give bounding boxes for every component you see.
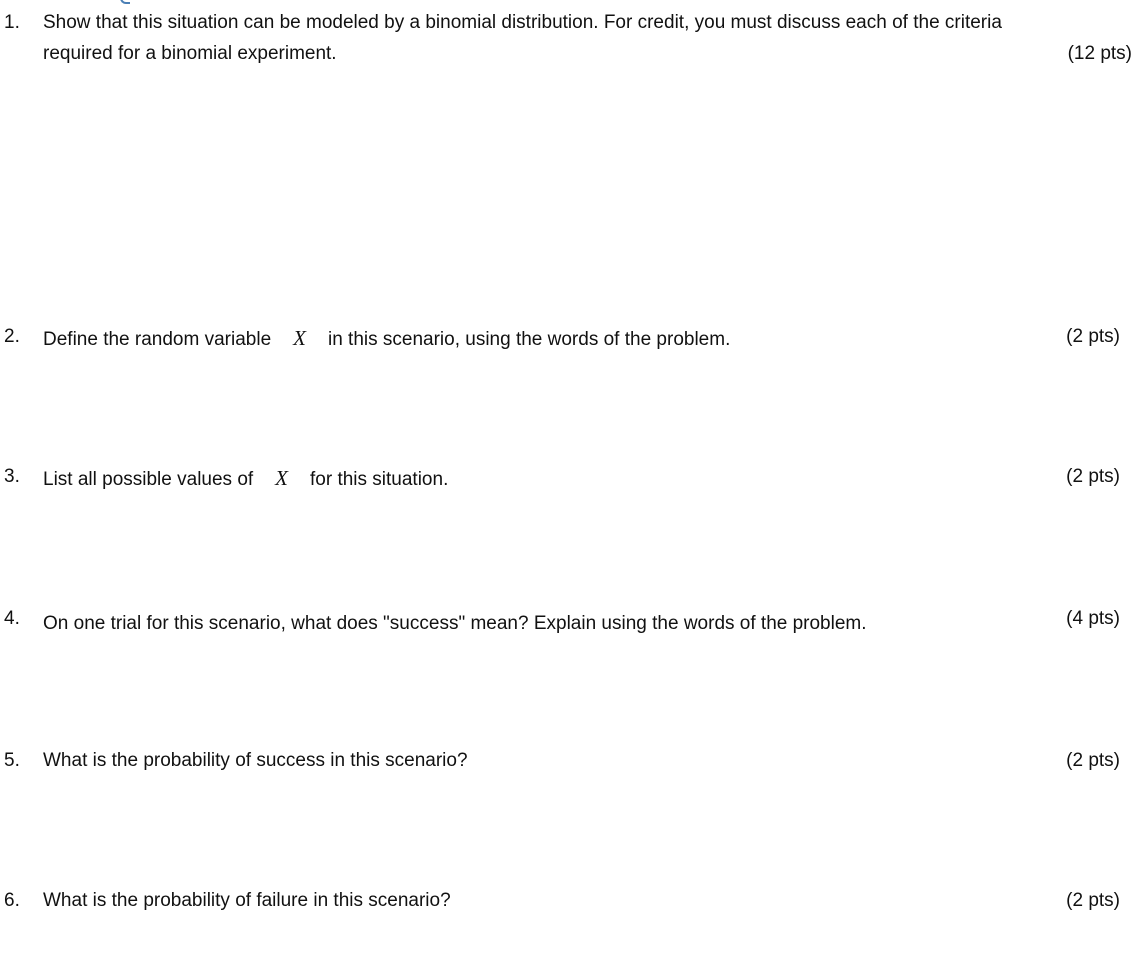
question-number: 5. bbox=[4, 750, 20, 771]
question-1 bbox=[0, 12, 1137, 64]
question-points: (12 pts) bbox=[1067, 43, 1132, 64]
question-text-line2: required for a binomial experiment. bbox=[43, 43, 337, 64]
variable: X bbox=[275, 466, 288, 490]
question-points: (2 pts) bbox=[1066, 466, 1120, 487]
question-points: (2 pts) bbox=[1066, 326, 1120, 347]
question-points: (2 pts) bbox=[1066, 890, 1120, 911]
question-number: 2. bbox=[4, 326, 20, 347]
question-3 bbox=[0, 466, 1137, 490]
question-number: 1. bbox=[4, 12, 20, 33]
question-text: On one trial for this scenario, what does "success" mean? Explain using the words of the problem. bbox=[43, 613, 867, 634]
question-points: (4 pts) bbox=[1066, 608, 1120, 629]
question-points: (2 pts) bbox=[1066, 750, 1120, 771]
variable: X bbox=[293, 326, 306, 350]
question-text bbox=[43, 326, 730, 351]
question-5 bbox=[0, 750, 1137, 774]
question-text: What is the probability of success in this scenario? bbox=[43, 750, 468, 771]
text-after: in this scenario, using the words of the problem. bbox=[327, 329, 731, 350]
question-number: 6. bbox=[4, 890, 20, 911]
text-before: List all possible values of bbox=[43, 469, 254, 490]
question-6 bbox=[0, 890, 1137, 914]
question-number: 4. bbox=[4, 608, 20, 629]
question-text: Show that this situation can be modeled by a binomial distribution. For credit, you must discuss each of the criteria bbox=[43, 12, 1002, 33]
decorative-mark bbox=[120, 0, 130, 4]
text-before: Define the random variable bbox=[43, 329, 272, 350]
question-2 bbox=[0, 326, 1137, 350]
text-after: for this situation. bbox=[310, 469, 449, 490]
question-text: What is the probability of failure in this scenario? bbox=[43, 890, 451, 911]
question-4 bbox=[0, 608, 1137, 632]
question-text bbox=[43, 466, 448, 491]
question-number: 3. bbox=[4, 466, 20, 487]
